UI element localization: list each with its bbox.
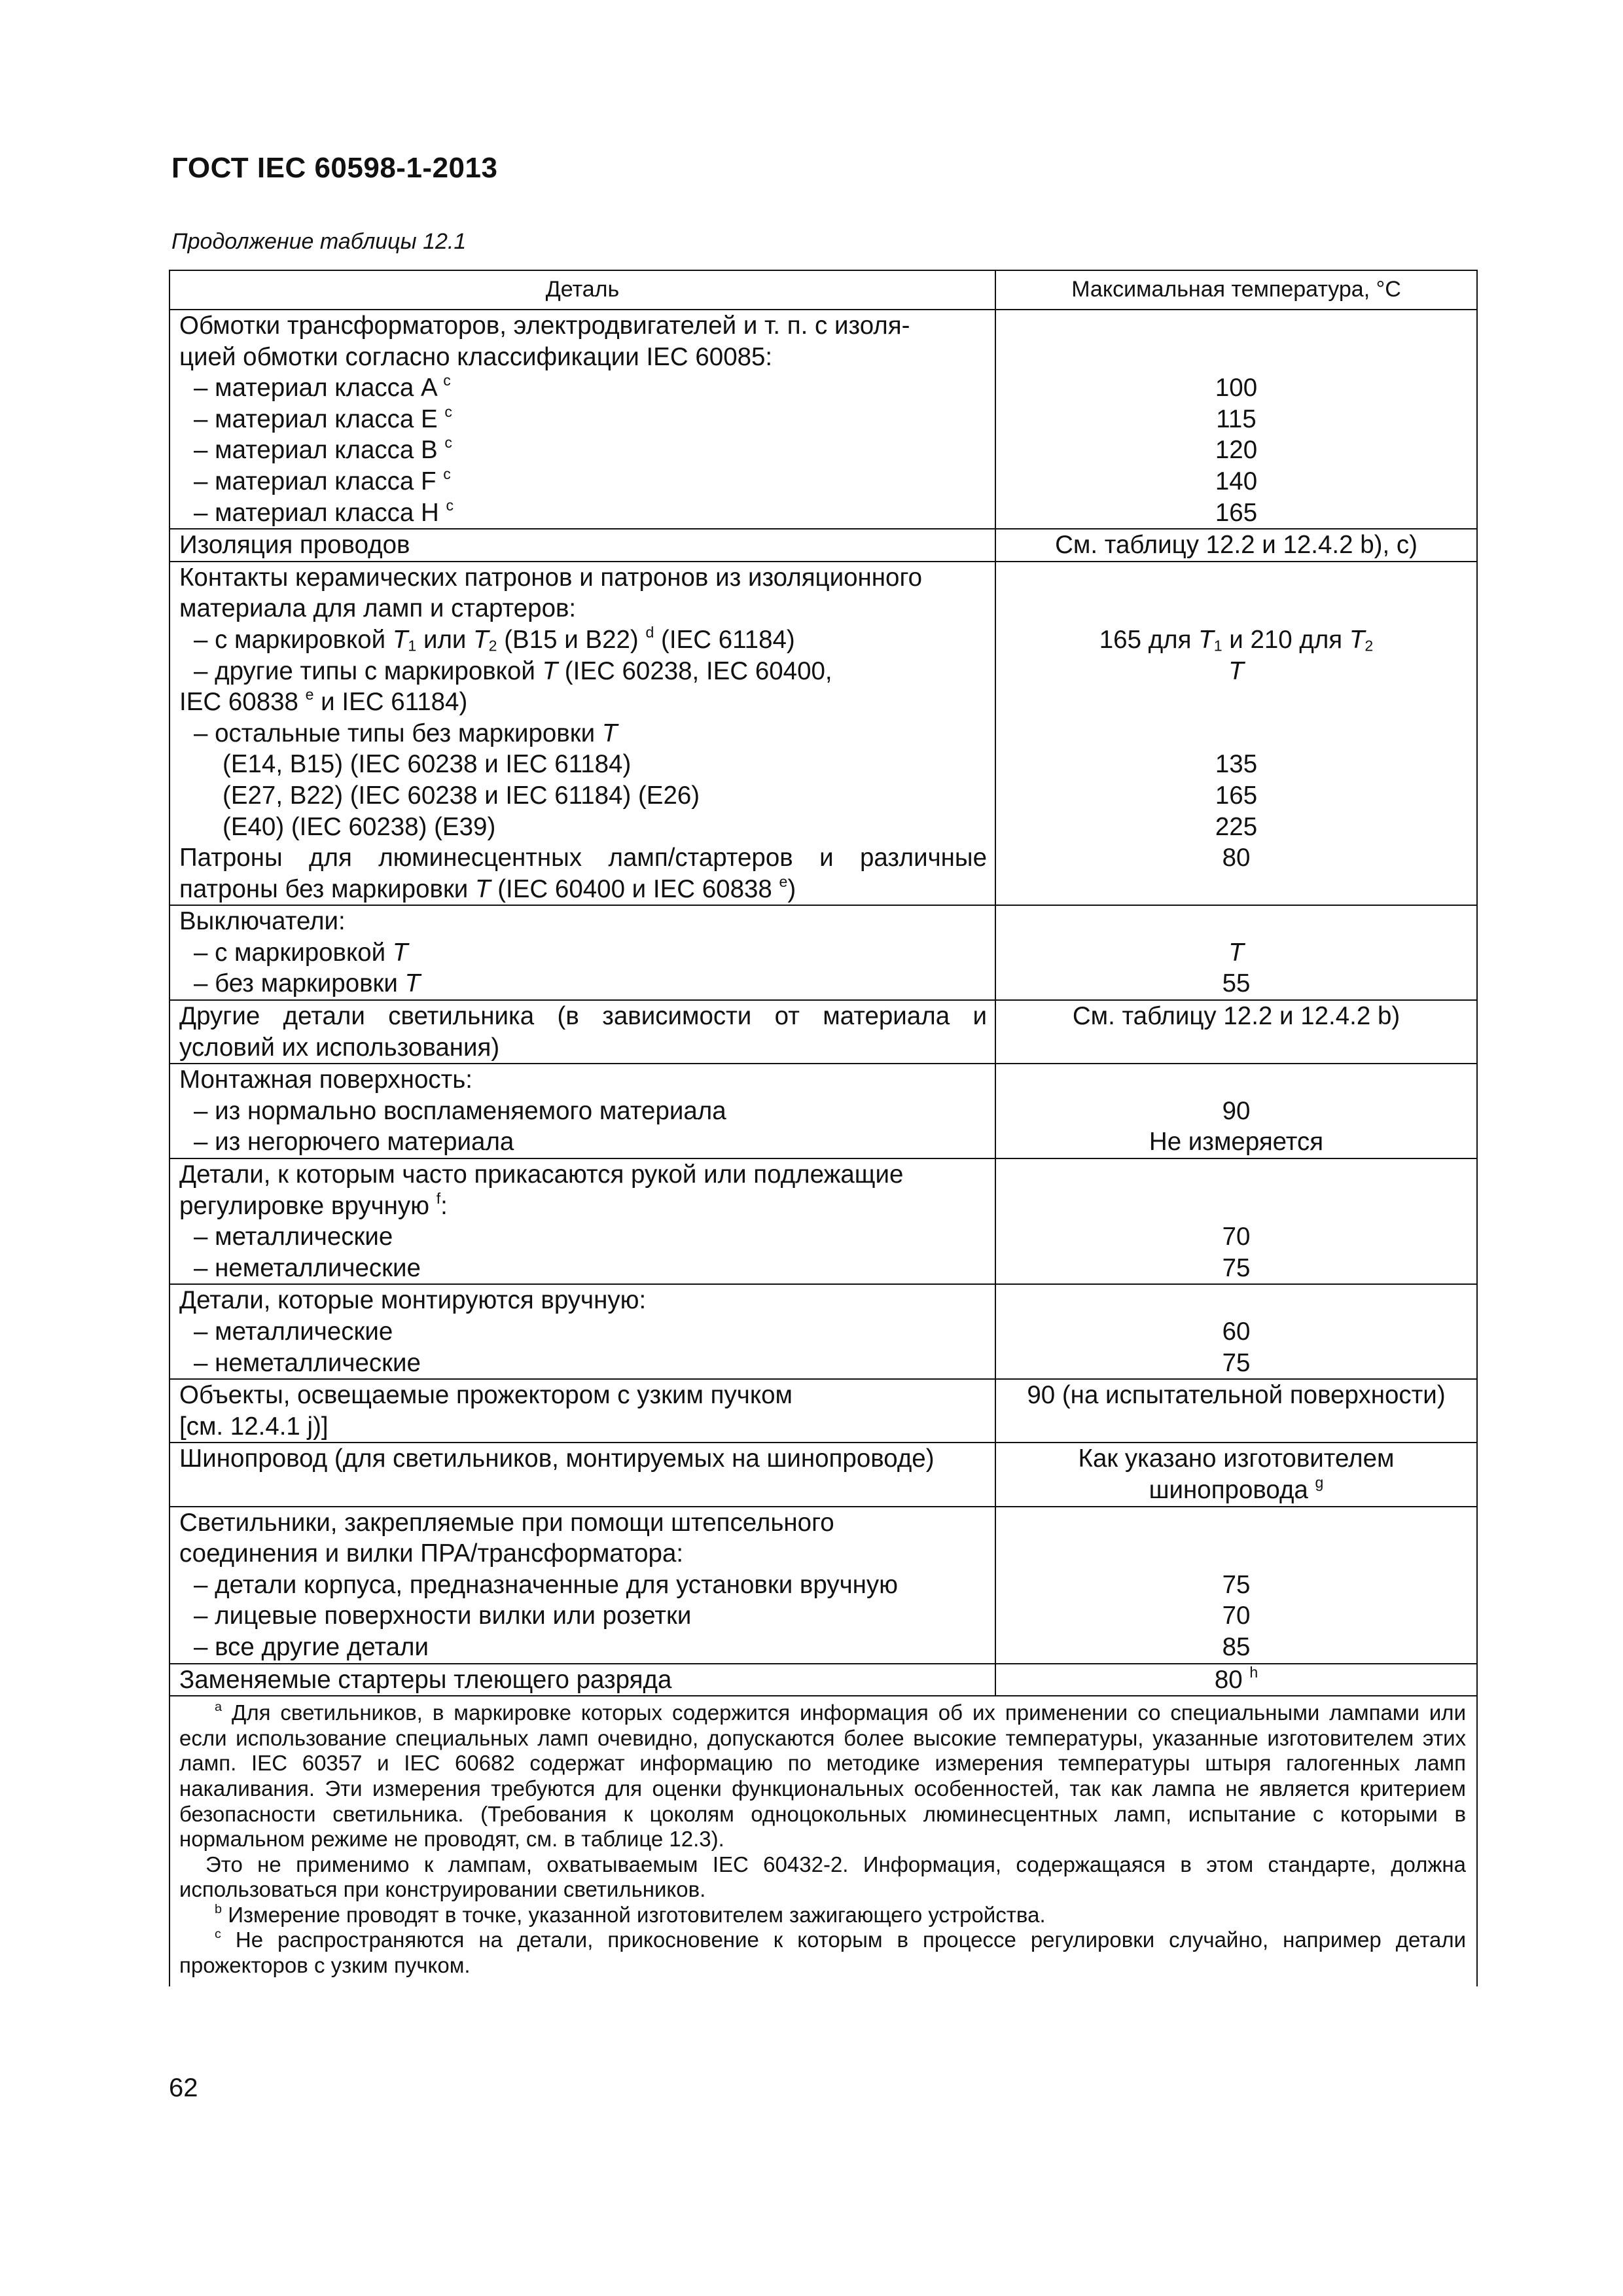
temperature-table: [169, 270, 1478, 1986]
footnote-a: $^a$ Для светильников, в маркировке которых содержится информация об их применении со специальными лампами или если использование специальных ламп очевидно, допускаются более высокие температуры, указанные изготовителем этих ламп. IEC 60357 и IEC 60682 содержат информацию по методике измерения температуры штыря галогенных ламп накаливания. Эти измерения требуются для оценки функциональных особенностей, так как лампа не является критерием безопасности светильника. (Требования к цоколям одноцокольных люминесцентных ламп, испытание с которыми в нормальном режиме не проводят, см. в таблице 12.3).: [179, 1700, 1466, 1852]
table-row: [169, 1284, 1477, 1379]
table-row: [169, 1443, 1477, 1506]
cell-part: Шинопровод (для светильников, монтируемых на шинопроводе): [169, 1443, 995, 1506]
cell-part: Детали, которые монтируются вручную: – металлические – неметаллические: [169, 1284, 995, 1379]
table-row: [169, 1664, 1477, 1696]
cell-part: Контакты керамических патронов и патронов из изоляционного материала для ламп и стартеров: – с маркировкой $T_1$ или $T_2$ (B15 и B22) $^d$ (IEC 61184) – другие типы с маркировкой T (IEC 60238, IEC 60400, IEC 60838 $^e$ и IEC 61184) – остальные типы без маркировки T (E14, B15) (IEC 60238 и IEC 61184) (E27, B22) (IEC 60238 и IEC 61184) (E26) (E40) (IEC 60238) (E39) Патроны для люминесцентных ламп/стартеров и различные патроны без маркировки T (IEC 60400 и IEC 60838 $^e$): [169, 562, 995, 906]
table-row: [169, 905, 1477, 1000]
cell-part: Монтажная поверхность: – из нормально воспламеняемого материала – из негорючего материала: [169, 1064, 995, 1158]
cell-temperature: T 55: [995, 905, 1477, 1000]
table-row: [169, 1379, 1477, 1443]
table-row: [169, 529, 1477, 562]
cell-part: Светильники, закрепляемые при помощи штепсельного соединения и вилки ПРА/трансформатора: – детали корпуса, предназначенные для установки вручную – лицевые поверхности вилки или розетки – все другие детали: [169, 1507, 995, 1664]
cell-part: Выключатели: – с маркировкой T – без маркировки T: [169, 905, 995, 1000]
column-header-part: Деталь: [169, 270, 995, 310]
table-row: [169, 1507, 1477, 1664]
cell-temperature: 60 75: [995, 1284, 1477, 1379]
cell-part: Другие детали светильника (в зависимости от материала и условий их использования): [169, 1000, 995, 1064]
document-id: ГОСТ IEC 60598-1-2013: [171, 152, 498, 184]
footnote-b: $^b$ Измерение проводят в точке, указанной изготовителем зажигающего устройства.: [215, 1902, 1046, 1927]
footnote-a-continued: Это не применимо к лампам, охватываемым IEC 60432-2. Информация, содержащаяся в этом стандарте, должна использоваться при конструировании светильников.: [179, 1852, 1466, 1902]
cell-part: Объекты, освещаемые прожектором с узким пучком [см. 12.4.1 j)]: [169, 1379, 995, 1443]
table-row: [169, 1158, 1477, 1284]
cell-temperature: 90 Не измеряется: [995, 1064, 1477, 1158]
table-row: [169, 562, 1477, 906]
cell-part: Изоляция проводов: [169, 529, 995, 562]
column-header-temperature: Максимальная температура, °C: [995, 270, 1477, 310]
cell-temperature: 75 70 85: [995, 1507, 1477, 1664]
footnotes-row: [169, 1696, 1477, 1986]
cell-temperature: 90 (на испытательной поверхности): [995, 1379, 1477, 1443]
cell-temperature: Как указано изготовителем шинопровода $^g$: [995, 1443, 1477, 1506]
table-header-row: [169, 270, 1477, 310]
cell-part: Обмотки трансформаторов, электродвигателей и т. п. с изоля- цией обмотки согласно классификации IEC 60085: – материал класса A $^c$ – материал класса E $^c$ – материал класса B $^c$ – материал класса F $^c$ – материал класса H $^c$: [169, 310, 995, 529]
table-row: [169, 1064, 1477, 1158]
cell-part: Заменяемые стартеры тлеющего разряда: [169, 1664, 995, 1696]
table-caption: Продолжение таблицы 12.1: [171, 229, 467, 254]
table-row: [169, 1000, 1477, 1064]
footnote-c: $^c$ Не распространяются на детали, прикосновение к которым в процессе регулировки случайно, например детали прожекторов с узким пучком.: [179, 1927, 1467, 1978]
cell-temperature: 100 115 120 140 165: [995, 310, 1477, 529]
footnotes: [169, 1696, 1477, 1986]
cell-temperature: См. таблицу 12.2 и 12.4.2 b), c): [995, 529, 1477, 562]
cell-temperature: 80 $^h$: [995, 1664, 1477, 1696]
cell-temperature: 165 для $T_1$ и 210 для $T_2$ T 135 165 225 80: [995, 562, 1477, 906]
page-number: 62: [169, 2073, 198, 2102]
cell-part: Детали, к которым часто прикасаются рукой или подлежащие регулировке вручную $^f$: – металлические – неметаллические: [169, 1158, 995, 1284]
cell-temperature: См. таблицу 12.2 и 12.4.2 b): [995, 1000, 1477, 1064]
table-row: [169, 310, 1477, 529]
cell-temperature: 70 75: [995, 1158, 1477, 1284]
